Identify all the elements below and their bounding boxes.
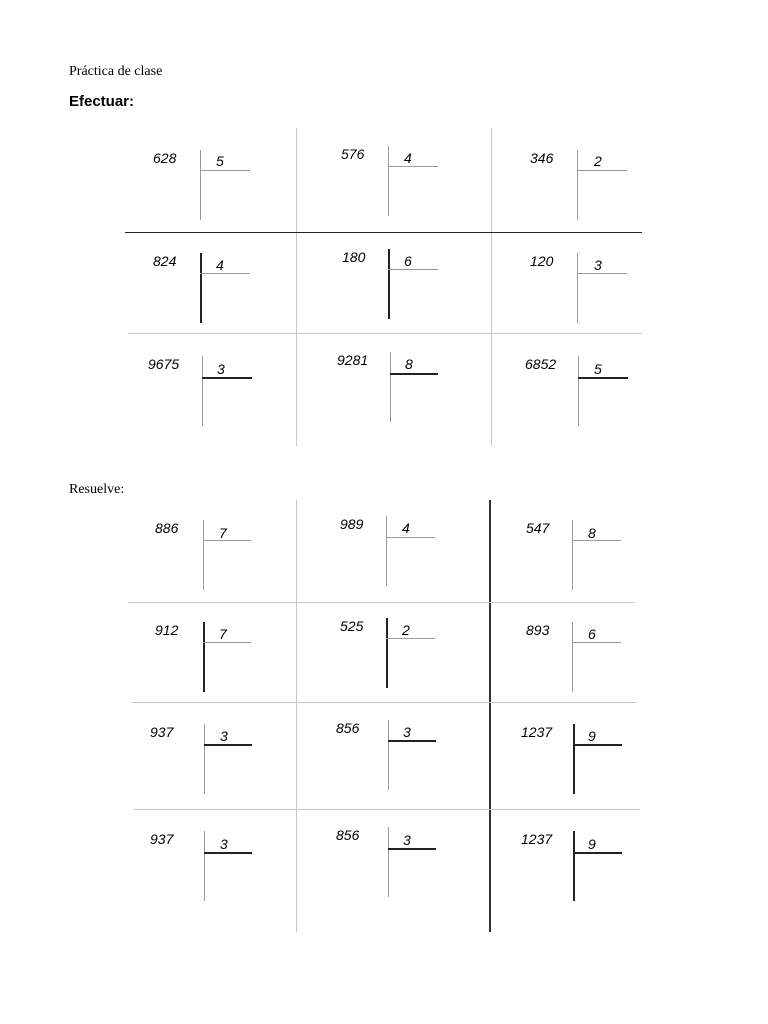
dividend: 576 [341,146,365,162]
grid1-horizontal-divider-1 [125,232,642,233]
division-bracket-horizontal [388,848,436,850]
division-bracket-vertical [386,618,388,688]
division-bracket-horizontal [202,377,252,379]
dividend: 6852 [525,356,557,372]
dividend: 1237 [521,724,553,740]
divisor: 6 [588,626,596,642]
dividend: 989 [340,516,364,532]
divisor: 7 [219,626,227,642]
dividend: 937 [150,831,174,847]
divisor: 5 [594,361,602,377]
divisor: 3 [403,724,411,740]
division-bracket-vertical [390,352,391,422]
division-bracket-vertical [572,520,573,590]
dividend: 120 [530,253,554,269]
section-heading-efectuar: Efectuar: [69,93,135,110]
division-bracket-horizontal [390,373,438,375]
division-bracket-horizontal [200,170,250,171]
division-bracket-vertical [573,831,575,901]
grid1-horizontal-divider-2 [128,333,642,334]
divisor: 8 [405,356,413,372]
division-bracket-vertical [200,150,201,220]
division-bracket-vertical [572,622,573,692]
divisor: 2 [594,153,602,169]
dividend: 525 [340,618,364,634]
dividend: 912 [155,622,179,638]
grid2-horizontal-divider-1 [128,602,635,603]
divisor: 3 [217,361,225,377]
division-bracket-horizontal [203,540,251,541]
division-bracket-vertical [388,720,389,790]
dividend: 346 [530,150,554,166]
divisor: 7 [219,525,227,541]
division-bracket-vertical [577,150,578,220]
divisor: 5 [216,153,224,169]
division-bracket-vertical [202,356,203,426]
division-bracket-horizontal [388,740,436,742]
division-bracket-horizontal [572,540,621,541]
division-bracket-vertical [388,249,390,319]
division-bracket-horizontal [203,642,251,643]
division-bracket-horizontal [388,269,438,270]
dividend: 937 [150,724,174,740]
dividend: 856 [336,720,360,736]
dividend: 9281 [337,352,369,368]
page-subtitle: Práctica de clase [69,64,163,79]
divisor: 3 [403,832,411,848]
division-bracket-vertical [577,253,578,323]
divisor: 3 [220,836,228,852]
division-bracket-horizontal [577,273,627,274]
division-bracket-horizontal [204,852,252,854]
divisor: 4 [216,257,224,273]
dividend: 180 [342,249,366,265]
division-bracket-vertical [386,516,387,586]
division-bracket-vertical [203,520,204,590]
division-bracket-vertical [204,831,205,901]
dividend: 547 [526,520,550,536]
section-label-resuelve: Resuelve: [69,482,125,497]
dividend: 1237 [521,831,553,847]
division-bracket-horizontal [204,744,252,746]
division-bracket-vertical [204,724,205,794]
division-bracket-vertical [578,356,579,426]
division-bracket-horizontal [386,638,435,639]
divisor: 9 [588,836,596,852]
division-bracket-horizontal [386,537,435,538]
division-bracket-vertical [203,622,205,692]
divisor: 8 [588,525,596,541]
grid2-vertical-divider-1 [296,500,297,932]
grid2-horizontal-divider-2 [131,702,637,703]
grid2-horizontal-divider-3 [134,809,640,810]
dividend: 9675 [148,356,180,372]
dividend: 824 [153,253,177,269]
grid1-vertical-divider-2 [491,128,492,446]
division-bracket-vertical [388,827,389,897]
divisor: 3 [594,257,602,273]
dividend: 856 [336,827,360,843]
divisor: 9 [588,728,596,744]
divisor: 3 [220,728,228,744]
divisor: 6 [404,253,412,269]
divisor: 2 [402,622,410,638]
dividend: 893 [526,622,550,638]
division-bracket-horizontal [578,377,628,379]
division-bracket-horizontal [577,170,627,171]
division-bracket-vertical [388,146,389,216]
grid2-vertical-divider-2 [489,500,491,932]
division-bracket-horizontal [200,273,250,274]
division-bracket-horizontal [573,744,622,746]
division-bracket-horizontal [573,852,622,854]
dividend: 886 [155,520,179,536]
dividend: 628 [153,150,177,166]
divisor: 4 [404,150,412,166]
divisor: 4 [402,520,410,536]
division-bracket-horizontal [572,642,621,643]
grid1-vertical-divider-1 [296,128,297,446]
division-bracket-vertical [200,253,202,323]
division-bracket-vertical [573,724,575,794]
division-bracket-horizontal [388,166,438,167]
